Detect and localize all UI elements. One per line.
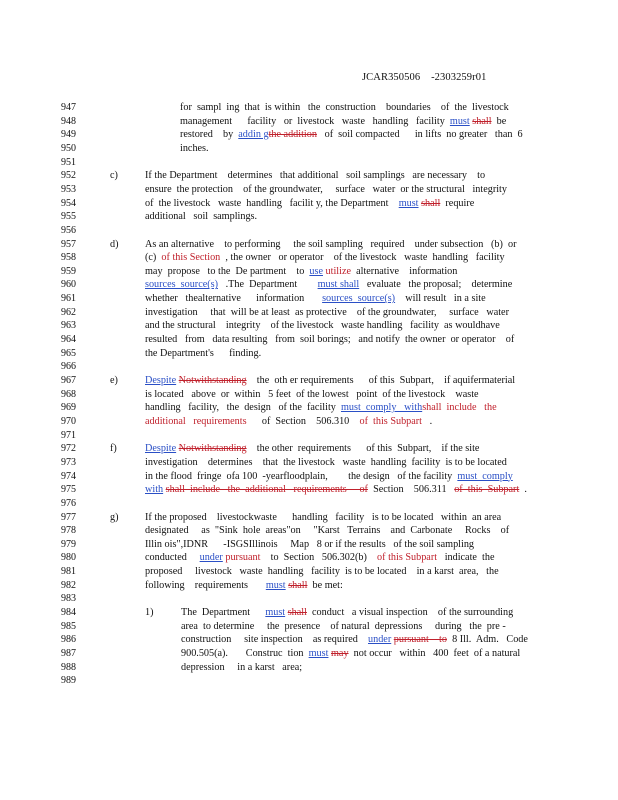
line-text [145, 292, 486, 305]
line-number: 984 [61, 607, 76, 619]
line-number: 947 [61, 102, 76, 113]
text-run: area to determine the presence of natural depressions during the pre - [181, 620, 506, 632]
text-run: conducted [145, 552, 200, 564]
subsection-label: c) [110, 170, 118, 182]
line-number: 957 [61, 238, 76, 250]
text-run: of Section 506.310 [246, 415, 360, 427]
line-number: 972 [61, 443, 76, 455]
text-run: will result in a site [395, 293, 486, 305]
text-run: proposed livestock waste handling facility is to be located in a karst area, the [145, 566, 499, 578]
text-run: designated as "Sink hole areas"on "Karst Terrains and Carbonate Rocks of [145, 525, 510, 537]
inserted-text: must shall [317, 279, 360, 291]
text-run: management facility or livestock waste handling facility [180, 115, 450, 127]
text-run: . [422, 415, 433, 427]
text-run: (c) [145, 252, 162, 264]
subsection-label: d) [110, 238, 119, 250]
text-run: , the owner or operator of the livestock waste handling facility [220, 252, 505, 264]
line-text [145, 456, 507, 469]
text-run: be [491, 115, 507, 127]
removed-text: utilize [325, 265, 351, 277]
line-number: 974 [61, 470, 76, 482]
line-text [145, 524, 509, 537]
line-text [145, 511, 501, 524]
line-number: 987 [61, 648, 76, 659]
line-text [145, 197, 474, 210]
text-run: to Section 506.302(b) [260, 552, 378, 564]
line-text [180, 115, 506, 128]
text-run: . [519, 484, 527, 496]
document-line [0, 251, 618, 264]
line-text [145, 565, 499, 578]
document-line [0, 592, 618, 605]
text-run: the Department's finding. [145, 347, 262, 359]
inserted-text: sources source(s) [145, 279, 218, 291]
text-run: is located above or within 5 feet of the lowest point of the livestock waste [145, 388, 479, 400]
line-number: 981 [61, 566, 76, 578]
text-run: restored by [180, 129, 239, 141]
line-text [180, 128, 523, 141]
inserted-text: must [265, 607, 286, 619]
document-line [0, 415, 618, 428]
document-line [0, 456, 618, 469]
document-line [0, 128, 618, 141]
document-line [0, 579, 618, 592]
text-run: .The Department [217, 279, 318, 291]
line-number: 968 [61, 388, 76, 400]
line-number: 965 [61, 347, 76, 359]
line-text [145, 265, 457, 278]
deleted-text: shall [287, 607, 307, 619]
text-run: investigation determines that the livestock waste handling facility is to be located [145, 456, 507, 468]
text-run: the oth er requirements of this Subpart, if aquifermaterial [246, 375, 516, 386]
document-id-header: JCAR350506 -2303259r01 [362, 72, 487, 83]
document-line [0, 292, 618, 305]
removed-text: of this Subpart [377, 552, 438, 564]
text-run: not occur within 400 feet of a natural [348, 648, 521, 659]
text-run: If the Department determines that additional soil samplings are necessary to [145, 170, 486, 182]
line-text [145, 538, 474, 551]
deleted-text: shall include the additional requirements of [165, 484, 368, 496]
deleted-text: the addition [268, 129, 317, 141]
line-number: 951 [61, 156, 76, 168]
line-text [180, 142, 209, 155]
line-number: 954 [61, 197, 76, 209]
line-text [145, 251, 505, 264]
text-run: whether thealternative information [145, 293, 323, 305]
inserted-text: addin g [238, 129, 269, 141]
deleted-text: Notwithstanding [178, 375, 247, 386]
text-run: 900.505(a). Construc tion [181, 648, 309, 659]
line-number: 956 [61, 224, 76, 236]
line-text [145, 319, 500, 332]
document-line [0, 115, 618, 128]
removed-text: pursuant [225, 552, 261, 564]
document-line [0, 278, 618, 291]
deleted-text: of this Subpart [454, 484, 520, 496]
line-number: 952 [61, 170, 76, 182]
line-text [145, 442, 479, 455]
document-line [0, 551, 618, 564]
line-text [181, 606, 513, 619]
document-line [0, 374, 618, 387]
line-text [181, 620, 506, 633]
document-line [0, 101, 618, 114]
document-line [0, 620, 618, 633]
removed-text: shall include the [422, 402, 497, 414]
text-run: the other requirements of this Subpart, if the site [246, 443, 480, 455]
document-line [0, 210, 618, 223]
inserted-text: must comply with [340, 402, 423, 414]
inserted-text: Despite [145, 375, 177, 386]
inserted-text: with [145, 484, 164, 496]
line-text [145, 278, 512, 291]
line-number: 961 [61, 293, 76, 305]
document-line [0, 142, 618, 155]
text-run: may propose to the De partment to [145, 265, 310, 277]
line-number: 989 [61, 675, 76, 687]
line-text [145, 551, 494, 564]
line-text [180, 101, 509, 114]
line-number: 983 [61, 593, 76, 605]
text-run: require [440, 197, 475, 209]
inserted-text: must [398, 197, 419, 209]
text-run: Illin ois",IDNR -ISGSIllinois Map 8 or if the results of the soil sampling [145, 538, 475, 550]
text-run: 8 Ill. Adm. Code [446, 634, 528, 646]
document-line [0, 306, 618, 319]
deleted-text: pursuant to [393, 634, 447, 646]
line-number: 963 [61, 320, 76, 332]
document-line [0, 511, 618, 524]
document-line [0, 401, 618, 414]
line-number: 978 [61, 525, 76, 537]
document-line [0, 319, 618, 332]
line-number: 950 [61, 142, 76, 154]
document-line [0, 265, 618, 278]
removed-text: of this Subpart [359, 415, 423, 427]
document-line [0, 538, 618, 551]
text-run: be met: [307, 579, 343, 591]
text-run: Section 506.311 [367, 484, 455, 496]
inserted-text: use [309, 265, 323, 277]
document-line [0, 156, 618, 169]
deleted-text: shall [472, 115, 492, 127]
text-run: depression in a karst area; [181, 661, 303, 673]
removed-text: of this Section [161, 252, 221, 264]
text-run: ensure the protection of the groundwater, surface water or the structural integrity [145, 183, 507, 195]
line-text [145, 470, 513, 483]
document-line [0, 333, 618, 346]
document-line [0, 633, 618, 646]
line-text [181, 647, 520, 660]
line-text [145, 238, 516, 251]
subsection-label: 1) [145, 607, 154, 619]
line-number: 973 [61, 456, 76, 468]
line-text [145, 388, 479, 401]
line-text [145, 210, 257, 223]
document-line [0, 360, 618, 373]
document-line [0, 169, 618, 182]
line-number: 985 [61, 620, 76, 632]
line-text [145, 183, 507, 196]
inserted-text: must [449, 115, 470, 127]
line-text [145, 579, 343, 592]
line-number: 964 [61, 334, 76, 346]
document-line [0, 442, 618, 455]
text-run: alternative information [351, 265, 458, 277]
line-number: 980 [61, 552, 76, 564]
deleted-text: Notwithstanding [178, 443, 247, 455]
document-line [0, 606, 618, 619]
removed-text: additional requirements [145, 415, 247, 427]
document-line [0, 470, 618, 483]
document-line [0, 347, 618, 360]
document-line [0, 497, 618, 510]
deleted-text: shall [421, 197, 441, 209]
line-number: 966 [61, 361, 76, 373]
deleted-text: shall [288, 579, 308, 591]
line-text [145, 374, 515, 387]
document-line [0, 388, 618, 401]
line-number: 962 [61, 306, 76, 318]
line-number: 959 [61, 265, 76, 277]
document-line [0, 524, 618, 537]
inserted-text: must [265, 579, 286, 591]
inserted-text: must comply [457, 470, 513, 482]
text-run: handling facility, the design of the facility [145, 402, 341, 414]
line-text [145, 333, 514, 346]
text-run: The Department [181, 607, 266, 619]
line-number: 969 [61, 402, 76, 414]
inserted-text: under [368, 634, 392, 646]
line-number: 948 [61, 115, 76, 127]
text-run: of soil compacted in lifts no greater than 6 [316, 129, 523, 141]
text-run: conduct a visual inspection of the surrounding [306, 607, 514, 619]
deleted-text: may [331, 648, 349, 659]
line-number: 971 [61, 429, 76, 441]
line-number: 977 [61, 511, 76, 523]
line-number: 970 [61, 415, 76, 427]
text-run: inches. [180, 142, 209, 154]
document-line [0, 661, 618, 674]
text-run: following requirements [145, 579, 266, 591]
subsection-label: e) [110, 375, 118, 386]
document-line [0, 674, 618, 687]
line-number: 979 [61, 538, 76, 550]
line-text [145, 415, 432, 428]
line-text [145, 401, 497, 414]
text-run: additional soil samplings. [145, 211, 258, 223]
line-text [181, 633, 528, 646]
subsection-label: g) [110, 511, 119, 523]
line-number: 967 [61, 375, 76, 386]
document-line [0, 197, 618, 210]
document-line [0, 565, 618, 578]
text-run: of the livestock waste handling facilit y, the Department [145, 197, 399, 209]
line-number: 949 [61, 129, 76, 141]
line-number: 988 [61, 661, 76, 673]
inserted-text: under [199, 552, 223, 564]
text-run: If the proposed livestockwaste handling facility is to be located within an area [145, 511, 502, 523]
text-run: and the structural integrity of the livestock waste handling facility as wouldhave [145, 320, 500, 332]
document-line [0, 647, 618, 660]
document-line [0, 238, 618, 251]
inserted-text: sources source(s) [322, 293, 396, 305]
text-run: in the flood fringe ofa 100 -yearfloodplain, the design of the facility [145, 470, 458, 482]
line-number: 975 [61, 484, 76, 496]
text-run: evaluate the proposal; determine [359, 279, 513, 291]
line-number: 960 [61, 279, 76, 291]
inserted-text: must [308, 648, 329, 659]
text-run: for sampl ing that is within the construction boundaries of the livestock [180, 102, 509, 113]
document-line [0, 224, 618, 237]
line-text [145, 169, 485, 182]
line-number: 953 [61, 183, 76, 195]
line-number: 958 [61, 252, 76, 264]
line-text [145, 347, 261, 360]
text-run: construction site inspection as required [181, 634, 369, 646]
text-run: resulted from data resulting from soil borings; and notify the owner or operator of [145, 334, 515, 346]
text-run: As an alternative to performing the soil sampling required under subsection (b) or [145, 238, 517, 250]
document-line [0, 183, 618, 196]
document-line [0, 483, 618, 496]
line-text [145, 483, 527, 496]
line-number: 982 [61, 579, 76, 591]
subsection-label: f) [110, 443, 117, 455]
line-text [181, 661, 302, 674]
text-run: indicate the [437, 552, 495, 564]
line-number: 986 [61, 634, 76, 646]
line-number: 955 [61, 211, 76, 223]
text-run: investigation that will be at least as protective of the groundwater, surface water [145, 306, 509, 318]
line-text [145, 306, 509, 319]
inserted-text: Despite [145, 443, 177, 455]
document-line [0, 429, 618, 442]
line-number: 976 [61, 497, 76, 509]
